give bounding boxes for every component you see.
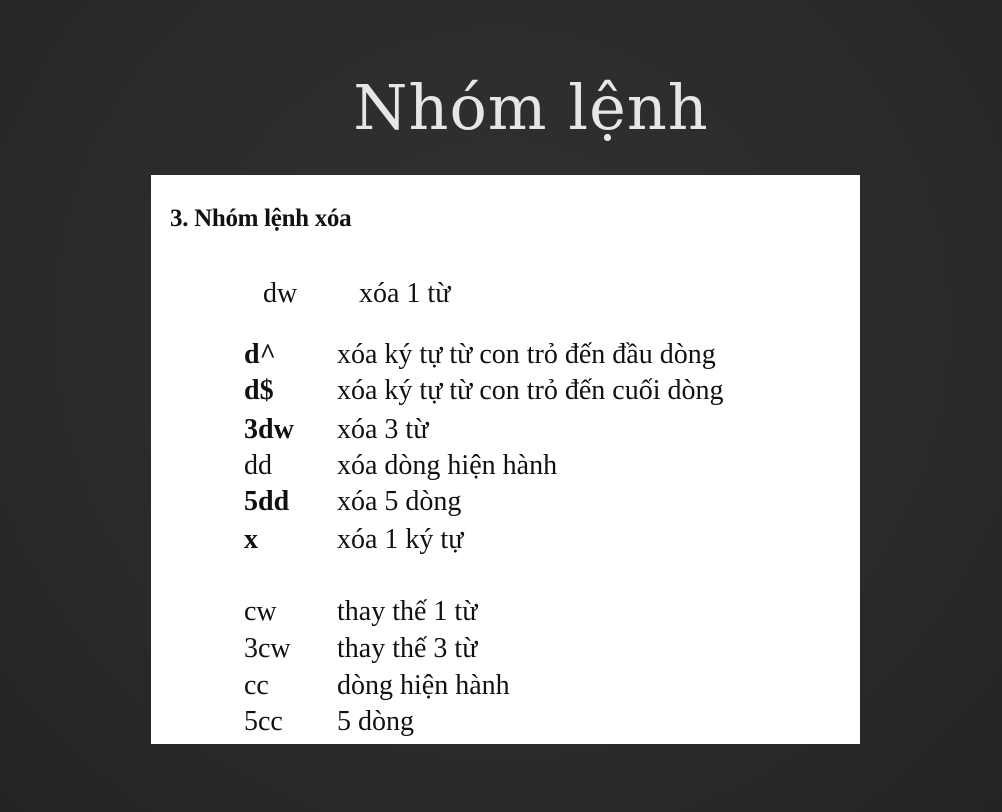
document-image — [151, 175, 860, 744]
command-key: x — [244, 524, 258, 555]
document-heading: 3. Nhóm lệnh xóa — [170, 205, 352, 232]
command-description: xóa 1 ký tự — [337, 524, 464, 555]
command-key: cw — [244, 596, 277, 627]
command-description: thay thế 1 từ — [337, 596, 478, 627]
command-key: 5dd — [244, 486, 290, 517]
command-key: d$ — [244, 375, 274, 406]
command-description: xóa dòng hiện hành — [337, 450, 558, 481]
command-description: xóa 1 từ — [359, 278, 451, 309]
command-description: xóa 3 từ — [337, 414, 429, 445]
command-description: xóa 5 dòng — [337, 486, 462, 517]
command-description: 5 dòng — [337, 706, 414, 737]
command-key: 3cw — [244, 633, 291, 664]
slide-title: Nhóm lệnh — [353, 71, 709, 144]
command-description: xóa ký tự từ con trỏ đến cuối dòng — [337, 375, 724, 406]
command-key: dd — [244, 450, 272, 481]
command-description: thay thế 3 từ — [337, 633, 478, 664]
command-key: dw — [263, 278, 298, 309]
command-key: 3dw — [244, 414, 294, 445]
command-key: d^ — [244, 339, 276, 370]
command-description: dòng hiện hành — [337, 670, 510, 701]
command-description: xóa ký tự từ con trỏ đến đầu dòng — [337, 339, 716, 370]
command-key: cc — [244, 670, 269, 701]
command-key: 5cc — [244, 706, 283, 737]
